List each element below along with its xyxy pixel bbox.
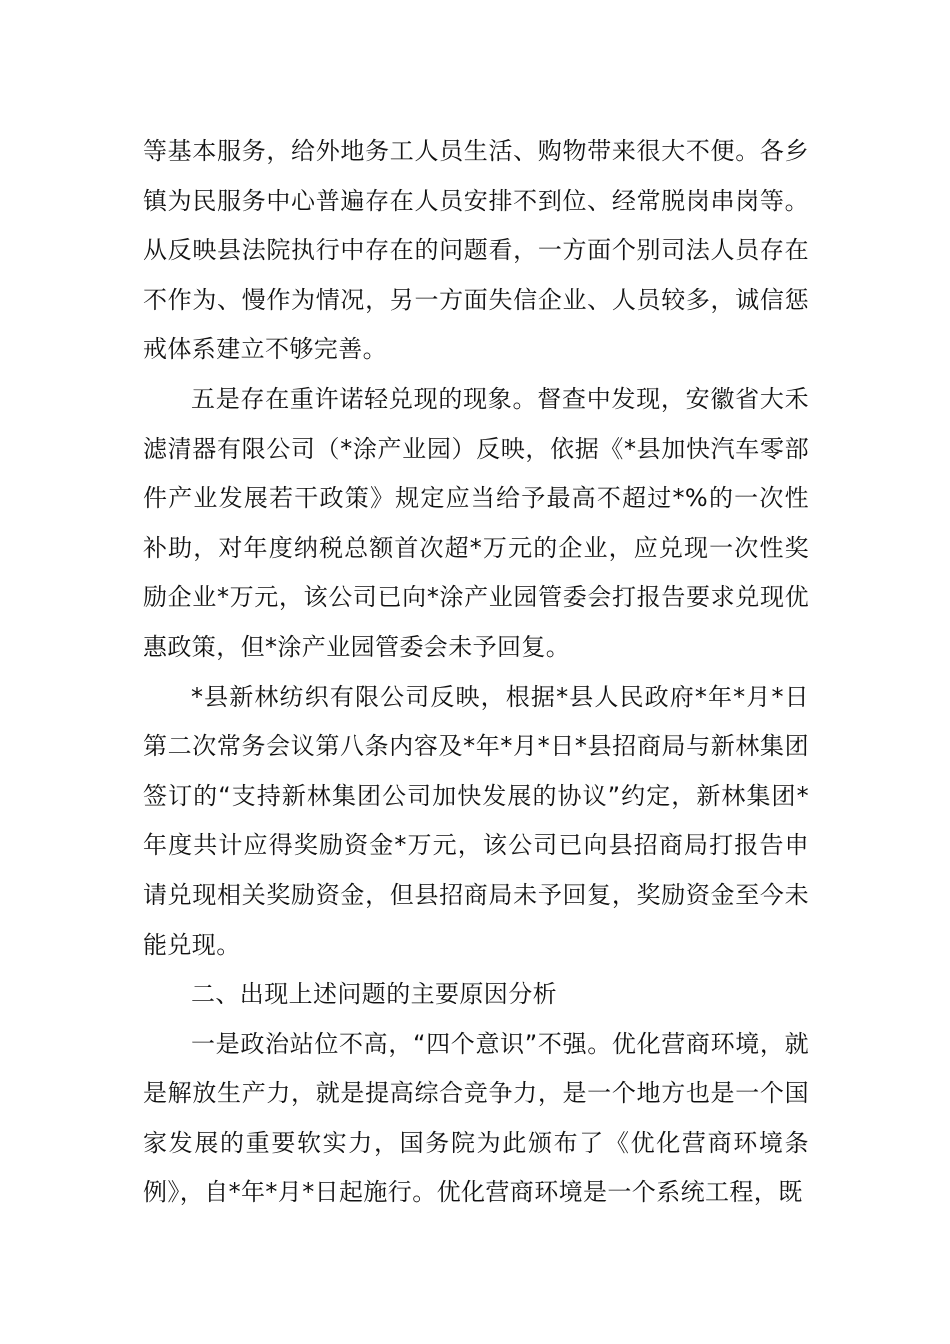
paragraph-promise-not-fulfilled: 五是存在重许诺轻兑现的现象。督查中发现，安徽省大禾滤清器有限公司（*涂产业园）反映，依据《*县加快汽车零部件产业发展若干政策》规定应当给予最高不超过*%的一次性补助，对年度纳税总额首次超*万元的企业，应兑现一次性奖励企业*万元，该公司已向*涂产业园管委会打报告要求兑现优惠政策，但*涂产业园管委会未予回复。: [143, 384, 809, 661]
section-heading-cause-analysis: 二、出现上述问题的主要原因分析: [191, 980, 557, 1009]
paragraph-public-services: 等基本服务，给外地务工人员生活、购物带来很大不便。各乡镇为民服务中心普遍存在人员安排不到位、经常脱岗串岗等。从反映县法院执行中存在的问题看，一方面个别司法人员存在不作为、慢作为情况，另一方面失信企业、人员较多，诚信惩戒体系建立不够完善。: [143, 137, 809, 364]
paragraph-xinlin-textile: *县新林纺织有限公司反映，根据*县人民政府*年*月*日第二次常务会议第八条内容及*年*月*日*县招商局与新林集团签订的“支持新林集团公司加快发展的协议”约定，新林集团*年度共计应得奖励资金*万元，该公司已向县招商局打报告申请兑现相关奖励资金，但县招商局未予回复，奖励资金至今未能兑现。: [143, 682, 809, 959]
paragraph-political-stance: 一是政治站位不高，“四个意识”不强。优化营商环境，就是解放生产力，就是提高综合竞争力，是一个地方也是一个国家发展的重要软实力，国务院为此颁布了《优化营商环境条例》，自*年*月*日起施行。优化营商环境是一个系统工程，既: [143, 1029, 809, 1207]
document-body: [143, 127, 809, 1218]
